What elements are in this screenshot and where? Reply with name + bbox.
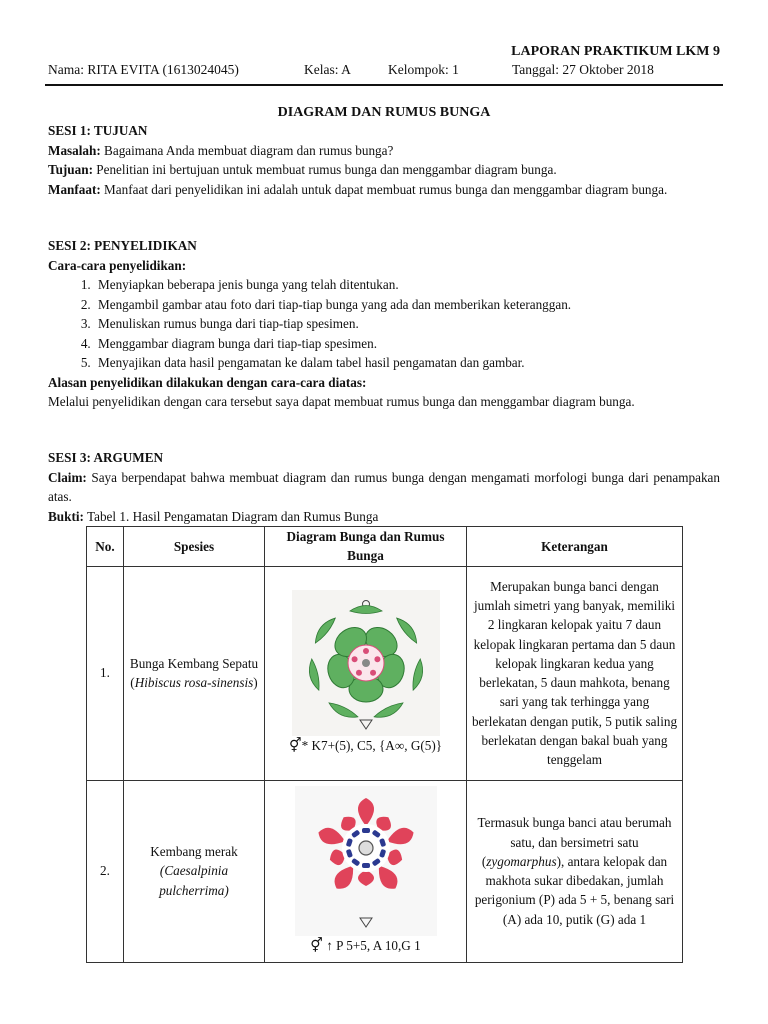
ovary-dot [362,659,370,667]
tujuan-paragraph: Tujuan: Penelitian ini bertujuan untuk membuat rumus bunga dan menggambar diagram bunga. [48,162,557,177]
stamen-dot [355,670,361,676]
row-notes: Merupakan bunga banci dengan jumlah simetri yang banyak, memiliki 2 lingkaran kelopak yaitu 7 daun kelopak lingkaran pertama dan 5 daun kelopak lingkaran kedua yang berlekatan, 5 daun mahkota, benang sari yang tak terhingga yang berlekatan dengan putik, 5 putik saling berlekatan dengan bakal buah yang tenggelam [467,566,683,780]
header-no: No. [87,527,124,567]
sesi2-heading: SESI 2: PENYELIDIKAN [48,238,197,253]
bisexual-icon: ⚥ [288,737,302,754]
sesi3-section [48,448,720,526]
row-notes: Termasuk bunga banci atau berumah satu, dan bersimetri satu (zygomarphus), antara kelopak dan makhota sukar dibedakan, jumlah perigonium (P) ada 5 + 5, benang sari (A) ada 10, putik (G) ada 1 [467,780,683,962]
table-header-row [87,527,683,567]
row-no: 1. [87,566,124,780]
reason-text: Melalui penyelidikan dengan cara tersebut saya dapat membuat rumus bunga dan menggambar diagram bunga. [48,394,635,409]
list-item: 4. Menggambar diagram bunga dari tiap-tiap spesimen. [94,334,720,354]
sesi2-section [48,236,720,412]
bisexual-icon: ⚥ [310,937,323,954]
stamen-dot [351,656,357,662]
sesi1-section [48,121,720,199]
document-title: DIAGRAM DAN RUMUS BUNGA [277,105,491,120]
caesalpinia-formula: ⚥ ↑ P 5+5, A 10,G 1 [310,937,421,954]
table-row [87,780,683,962]
stamen-mark [362,828,370,833]
header-divider [45,84,723,86]
pistil-center [348,645,384,681]
stamen-dot [374,656,380,662]
group-label: Kelompok: 1 [388,62,459,77]
table-row [87,566,683,780]
manfaat-paragraph: Manfaat: Manfaat dari penyelidikan ini adalah untuk dapat membuat rumus bunga dan menggambar diagram bunga. [48,181,668,197]
stamen-dot [370,670,376,676]
header-notes: Keterangan [467,527,683,567]
class-label: Kelas: A [304,62,351,77]
list-item: 3. Menuliskan rumus bunga dari tiap-tiap spesimen. [94,314,720,334]
report-title: LAPORAN PRAKTIKUM LKM 9 [511,44,720,59]
claim-paragraph: Claim: Saya berpendapat bahwa membuat diagram dan rumus bunga dengan mengamati morfologi bunga dari penampakan atas. [48,469,720,504]
row-species: Bunga Kembang Sepatu (Hibiscus rosa-sinensis) [124,566,265,780]
methods-label: Cara-cara penyelidikan: [48,257,187,273]
methods-list [48,275,720,373]
hibiscus-floral-diagram [292,590,440,736]
list-item: 1. Menyiapkan beberapa jenis bunga yang telah ditentukan. [94,275,720,295]
bukti-paragraph: Bukti: Tabel 1. Hasil Pengamatan Diagram dan Rumus Bunga [48,508,379,524]
stamen-mark [362,863,370,868]
student-name: Nama: RITA EVITA (1613024045) [48,62,239,77]
header-species: Spesies [124,527,265,567]
reason-label: Alasan penyelidikan dilakukan dengan cara-cara diatas: [48,374,367,390]
list-item: 5. Menyajikan data hasil pengamatan ke dalam tabel hasil pengamatan dan gambar. [94,353,720,373]
row-no: 2. [87,780,124,962]
hibiscus-formula: ⚥* K7+(5), C5, {A∞, G(5)} [288,737,443,754]
date-label: Tanggal: 27 Oktober 2018 [512,62,654,77]
row-diagram [265,566,467,780]
header-diagram: Diagram Bunga dan Rumus Bunga [265,527,467,567]
row-diagram [265,780,467,962]
sesi3-heading: SESI 3: ARGUMEN [48,450,164,465]
caesalpinia-floral-diagram [295,786,437,936]
stamen-dot [363,648,369,654]
observation-table [86,526,683,963]
list-item: 2. Mengambil gambar atau foto dari tiap-tiap bunga yang ada dan memberikan keteranggan. [94,295,720,315]
sesi1-heading: SESI 1: TUJUAN [48,123,148,138]
masalah-paragraph: Masalah: Bagaimana Anda membuat diagram dan rumus bunga? [48,142,394,158]
row-species: Kembang merak (Caesalpinia pulcherrima) [124,780,265,962]
